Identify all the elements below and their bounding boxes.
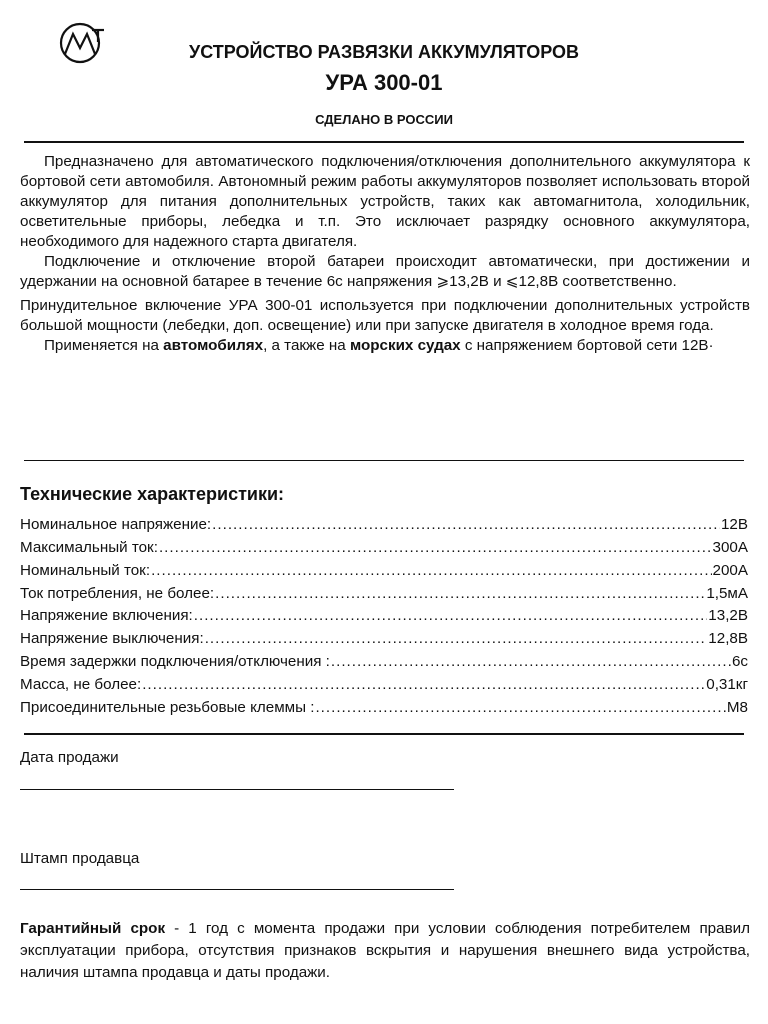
spec-row-on-voltage: Напряжение включения: ..... 13,2В: [20, 602, 748, 625]
divider-middle: [24, 460, 744, 461]
seller-stamp-label: Штамп продавца: [20, 850, 140, 867]
spec-row-terminals: Присоединительные резьбовые клеммы : ..... М8: [20, 693, 748, 716]
spec-row-delay: Время задержки подключения/отключения : ..... 6с: [20, 647, 748, 670]
specs-title: Технические характеристики:: [20, 484, 285, 504]
device-model: УРА 300-01: [325, 70, 443, 95]
description-paragraph-2: Подключение и отключение второй батареи происходит автоматически, при достижении и удержании на основной батарее в течение 6с напряжения ⩾13,2В и ⩽12,8В соответственно.: [20, 253, 750, 290]
highlight-cars: автомобилях: [163, 337, 264, 354]
divider-bottom: [24, 733, 744, 735]
warranty-title: Гарантийный срок: [20, 920, 166, 937]
warranty-text: Гарантийный срок - 1 год с момента продажи при условии соблюдения потребителем правил эксплуатации прибора, отсутствия признаков вскрытия и нарушения внешнего вида устройства, наличия штампа продавца и даты продажи.: [20, 920, 750, 981]
seller-stamp-line: [20, 889, 454, 890]
spec-row-weight: Масса, не более: ..... 0,31кг: [20, 670, 748, 693]
sale-date-label: Дата продажи: [20, 749, 119, 766]
specs-list: [20, 510, 748, 716]
description-paragraph-1: Предназначено для автоматического подключения/отключения дополнительного аккумулятора к бортовой сети автомобиля. Автономный режим работы аккумуляторов позволяет использовать второй аккумулятор для питания дополнительных устройств, таких как автомагнитола, холодильник, осветительные приборы, лебедка и т.п. Это исключает разрядку основного аккумулятора, необходимого для надежного старта двигателя.: [20, 153, 750, 250]
device-title: УСТРОЙСТВО РАЗВЯЗКИ АККУМУЛЯТОРОВ: [189, 42, 579, 62]
highlight-ships: морских судах: [349, 337, 461, 354]
description-paragraph-3: Принудительное включение УРА 300-01 используется при подключении дополнительных устройств большой мощности (лебедки, доп. освещение) или при запуске двигателя в холодное время года.: [20, 297, 750, 334]
spec-row-nominal-voltage: Номинальное напряжение: ..... 12В: [20, 510, 748, 533]
spec-row-nominal-current: Номинальный ток: ..... 200А: [20, 556, 748, 579]
description-paragraph-4: Применяется на автомобилях, а также на морских судах с напряжением бортовой сети 12В·: [44, 337, 714, 354]
sale-date-line: [20, 789, 454, 790]
spec-row-max-current: Максимальный ток: ..... 300А: [20, 533, 748, 556]
made-in-label: СДЕЛАНО В РОССИИ: [315, 112, 453, 127]
spec-row-off-voltage: Напряжение выключения: ..... 12,8В: [20, 624, 748, 647]
divider-top: [24, 141, 744, 143]
spec-row-consumption-current: Ток потребления, не более: ..... 1,5мА: [20, 579, 748, 602]
description: [20, 152, 750, 356]
